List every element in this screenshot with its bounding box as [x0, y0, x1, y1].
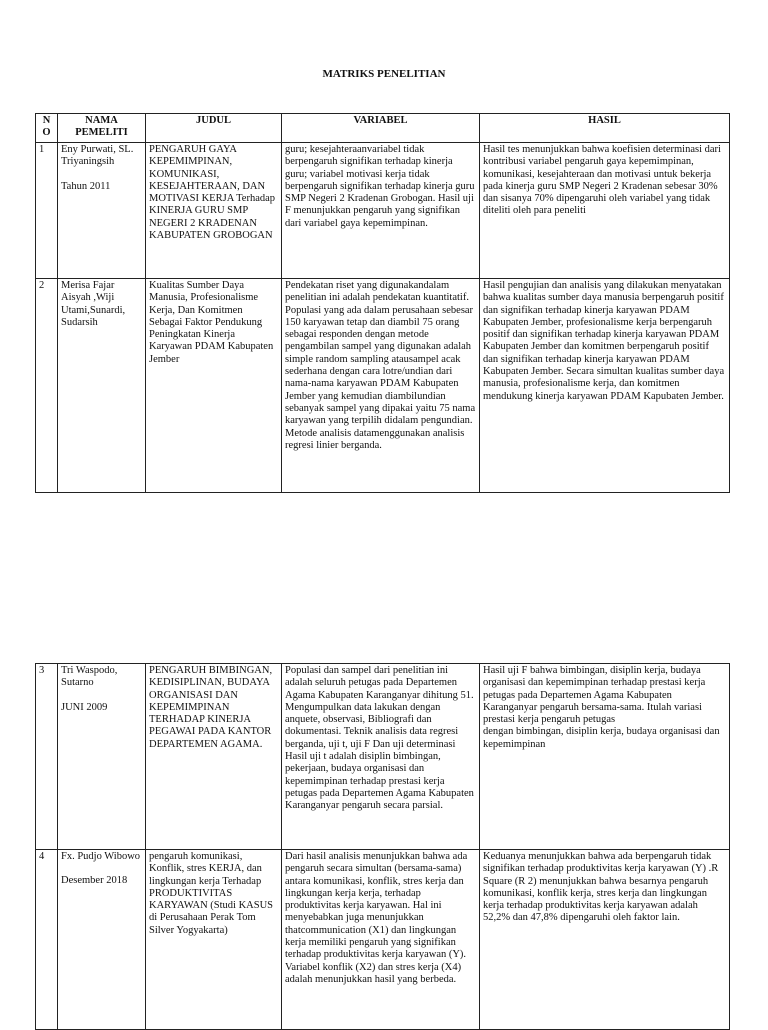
row-no: 4 — [36, 850, 58, 1030]
research-year: Desember 2018 — [61, 875, 128, 887]
research-year: Tahun 2011 — [61, 180, 111, 192]
row-hasil: Keduanya menunjukkan bahwa ada berpengaruh tidak signifikan terhadap produktivitas kerja karyawan (Y) .R Square (R 2) menunjukkan bahwa besarnya pengaruh komunikasi, konflik kerja, stres kerja dan lingkungan kerja terhadap produktivitas kerja karyawan adalah 52,2% dan 47,8% dipengaruhi oleh faktor lain. — [480, 850, 730, 1030]
row-judul: pengaruh komunikasi, Konflik, stres KERJA, dan lingkungan kerja Terhadap PRODUKTIVITAS KARYAWAN (Studi KASUS di Perusahaan Perak Tom Silver Yogyakarta) — [146, 850, 282, 1030]
researcher-names: Fx. Pudjo Wibowo — [61, 851, 141, 862]
row-hasil — [480, 664, 730, 850]
row-nama — [58, 279, 146, 493]
hasil-text-continued: dengan bimbingan, disiplin kerja, budaya organisasi dan kepemimpinan — [483, 726, 720, 750]
table-row — [36, 850, 730, 1030]
row-judul: PENGARUH GAYA KEPEMIMPINAN, KOMUNIKASI, KESEJAHTERAAN, DAN MOTIVASI KERJA Terhadap KINERJA GURU SMP NEGERI 2 KRADENAN KABUPATEN GROBOGAN — [146, 143, 282, 279]
row-no: 3 — [36, 664, 58, 850]
row-nama — [58, 850, 146, 1030]
table-row — [36, 664, 730, 850]
row-variabel: Pendekatan riset yang digunakandalam penelitian ini adalah pendekatan kuantitatif. Populasi yang ada dalam perusahaan sebesar 150 karyawan tetap dan diambil 75 orang sebagai responden dengan metode pengambilan sampel yang digunakan adalah simple random sampling atausampel acak sederhana dengan cara lotre/undian dari nama-nama karyawan PDAM Kabupaten Jember yang kemudian diambilundian sebanyak sampel yang dipakai yaitu 75 nama karyawan yang terpilih didalam pengundian. Metode analisis datamenggunakan analisis regresi linier berganda. — [282, 279, 480, 493]
hasil-text: Hasil uji F bahwa bimbingan, disiplin kerja, budaya organisasi dan kepemimpinan terhadap prestasi kerja petugas pada Departemen Agama Kabupaten Karanganyar pengaruh bersama-sama. Itulah variasi prestasi kerja pengaruh petugas — [483, 665, 706, 726]
table-row — [36, 279, 730, 493]
row-variabel: Populasi dan sampel dari penelitian ini adalah seluruh petugas pada Departemen Agama Kabupaten Karanganyar dihitung 51. Mengumpulkan data lakukan dengan anquete, observasi, Bibliografi dan dokumentasi. Teknik analisis data regresi berganda, uji t, uji F Dan uji determinasi Hasil uji t adalah disiplin bimbingan, pekerjaan, budaya organisasi dan kepemimpinan terhadap prestasi kerja petugas pada Departemen Agama Kabupaten Karanganyar pengaruh secara parsial. — [282, 664, 480, 850]
row-no: 1 — [36, 143, 58, 279]
header-nama: NAMA PEMELITI — [58, 114, 146, 143]
table-row — [36, 143, 730, 279]
research-matrix-table — [35, 113, 730, 493]
table-header-row — [36, 114, 730, 143]
row-hasil: Hasil pengujian dan analisis yang dilakukan menyatakan bahwa kualitas sumber daya manusia berpengaruh positif dan signifikan terhadap kinerja karyawan PDAM Kabupaten Jember, profesionalisme kerja berpengaruh positif dan signifikan terhadap kinerja karyawan PDAM Kabupaten Jember dan komitmen berpengaruh positif dan signifikan terhadap kinerja karyawan PDAM Kabupaten Jember. Secara simultan kualitas sumber daya manusia, profesionalisme kerja, dan komitmen mendukung kinerja karyawan PDAM Kapubaten Jember. — [480, 279, 730, 493]
row-nama — [58, 664, 146, 850]
row-no: 2 — [36, 279, 58, 493]
header-no: N O — [36, 114, 58, 143]
row-hasil: Hasil tes menunjukkan bahwa koefisien determinasi dari kontribusi variabel pengaruh gaya kepemimpinan, komunikasi, kesejahteraan dan motivasi untuk bekerja pada kinerja guru SMP Negeri 2 Kradenan sebesar 30% dan sisanya 70% dipengaruhi oleh variabel yang tidak diteliti oleh para peneliti — [480, 143, 730, 279]
header-variabel: VARIABEL — [282, 114, 480, 143]
row-nama — [58, 143, 146, 279]
row-judul: Kualitas Sumber Daya Manusia, Profesionalisme Kerja, Dan Komitmen Sebagai Faktor Pendukung Peningkatan Kinerja Karyawan PDAM Kabupaten Jember — [146, 279, 282, 493]
header-hasil: HASIL — [480, 114, 730, 143]
researcher-names: Eny Purwati, SL. Triyaningsih — [61, 144, 134, 168]
researcher-names: Merisa Fajar Aisyah ,Wiji Utami,Sunardi, Sudarsih — [61, 280, 126, 328]
research-matrix-table-continued — [35, 663, 730, 1030]
header-judul: JUDUL — [146, 114, 282, 143]
row-variabel: Dari hasil analisis menunjukkan bahwa ada pengaruh secara simultan (bersama-sama) antara komunikasi, konflik, stres kerja dan lingkungan kerja kerja, terhadap produktivitas kerja karyawan. Hal ini menyebabkan juga menunjukkan thatcommunication (X1) dan lingkungan kerja memiliki pengaruh yang signifikan terhadap produktivitas kerja karyawan (Y). Variabel konflik (X2) dan stres kerja (X4) adalah menunjukkan hasil yang berbeda. — [282, 850, 480, 1030]
row-variabel: guru; kesejahteraanvariabel tidak berpengaruh signifikan terhadap kinerja guru; variabel motivasi kerja tidak berpengaruh signifikan terhadap kinerja guru SMP Negeri 2 Kradenan Grobogan. Hasil uji F menunjukkan pengaruh yang signifikan dari variabel gaya kepemimpinan. — [282, 143, 480, 279]
researcher-names: Tri Waspodo, Sutarno — [61, 665, 118, 689]
research-year: JUNI 2009 — [61, 701, 108, 713]
row-judul: PENGARUH BIMBINGAN, KEDISIPLINAN, BUDAYA ORGANISASI DAN KEPEMIMPINAN TERHADAP KINERJA PEGAWAI PADA KANTOR DEPARTEMEN AGAMA. — [146, 664, 282, 850]
document-title: MATRIKS PENELITIAN — [322, 68, 446, 80]
